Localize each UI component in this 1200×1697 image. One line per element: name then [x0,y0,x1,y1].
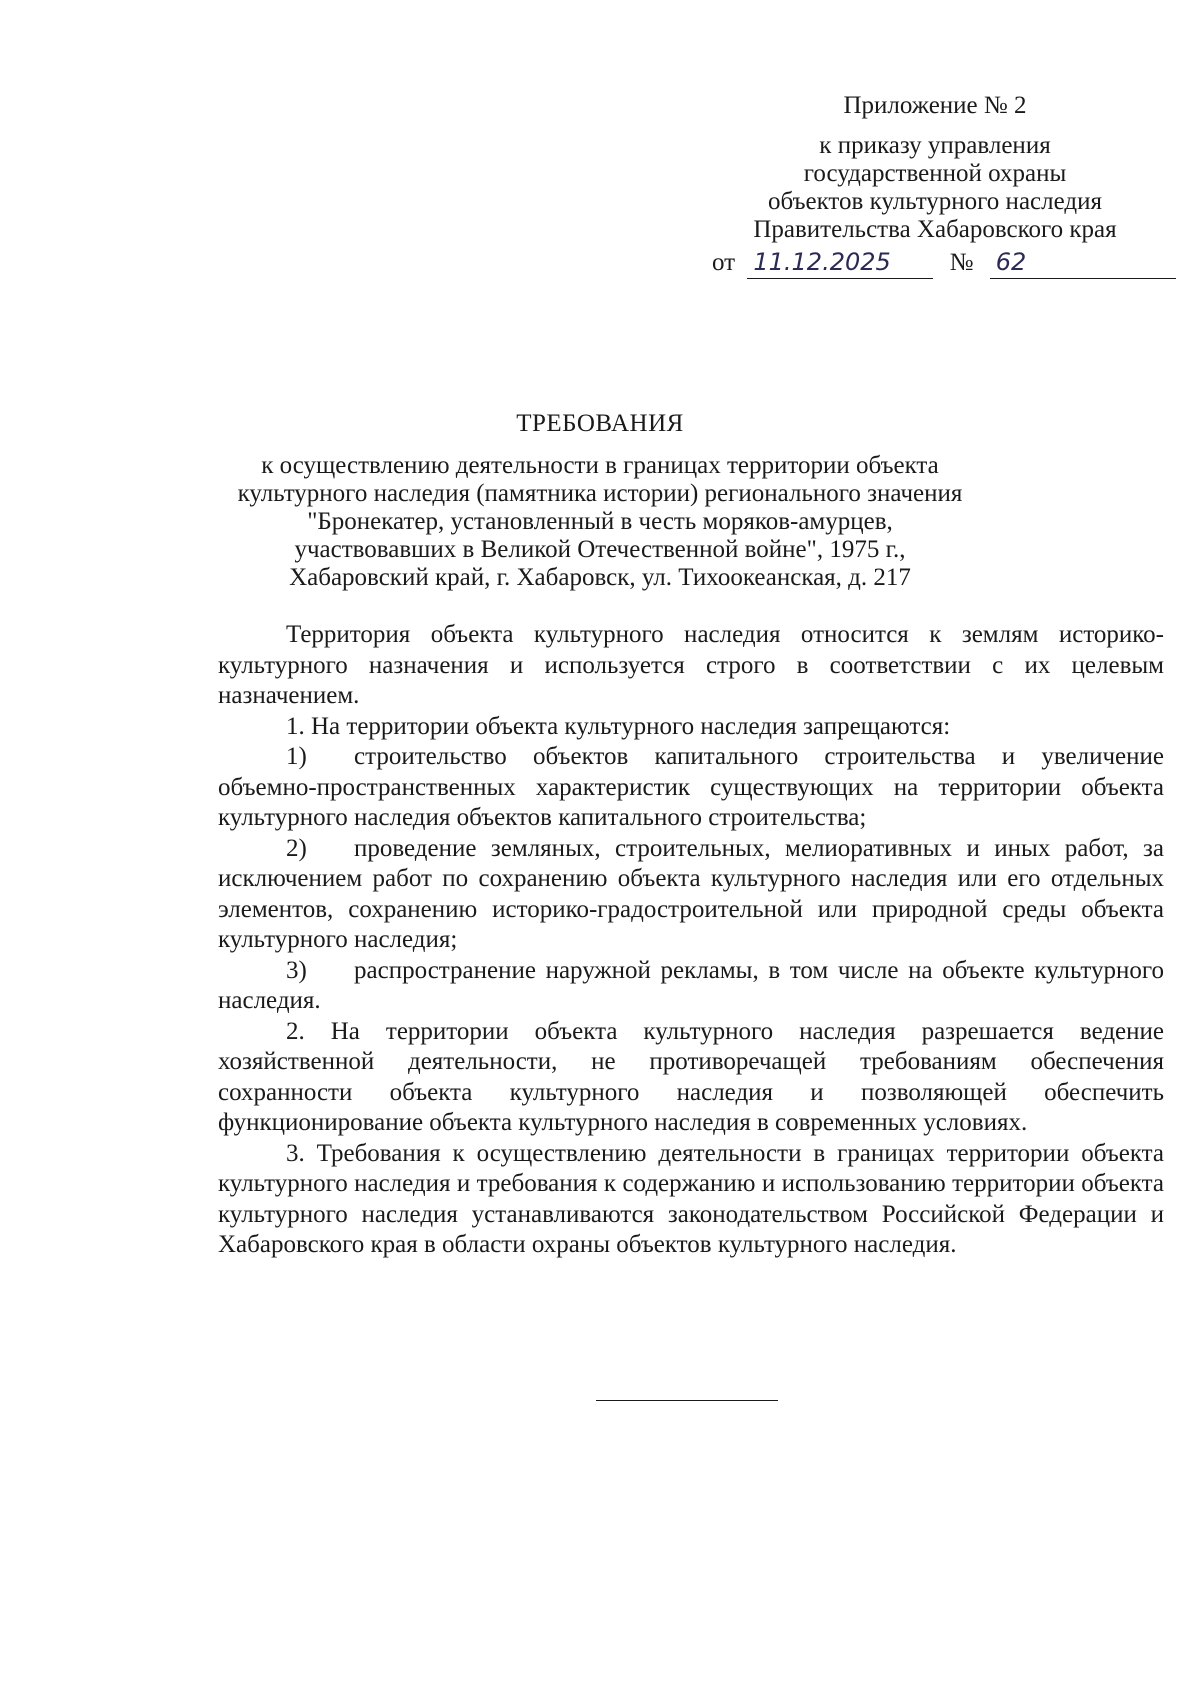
paragraph-3: 3. Требования к осуществлению деятельности в границах территории объекта культурного наследия и требования к содержанию и использованию территории объекта культурного наследия устанавливаются законодательством Российской Федерации и Хабаровского края в области охраны объектов культурного наследия. [218,1139,1164,1258]
title-line: к осуществлению деятельности в границах территории объекта [261,452,939,479]
title-line: участвовавших в Великой Отечественной войне", 1975 г., [294,536,906,563]
title-main: ТРЕБОВАНИЯ [516,410,684,437]
intro-paragraph: Территория объекта культурного наследия относится к землям историко-культурного назначения и используется строго в соответствии с их целевым назначением. [218,621,1164,709]
paragraph-2: 2. На территории объекта культурного наследия разрешается ведение хозяйственной деятельности, не противоречащей требованиям обеспечения сохранности объекта культурного наследия и позволяющей обеспечить функционирование объекта культурного наследия в современных условиях. [218,1017,1164,1136]
date-label: от [712,249,736,276]
list-marker: 1) [286,743,307,770]
title-line: культурного наследия (памятника истории) регионального значения [237,480,963,507]
list-item-text: строительство объектов капитального строительства и увеличение объемно-пространственных характеристик существующих на территории объекта культурного наследия объектов капитального строительства; [218,743,1164,831]
handwritten-number: 62 [990,248,1176,279]
order-date-number [712,248,1176,279]
list-item [218,834,1164,956]
appendix-line: государственной охраны [803,160,1067,187]
title-line: "Бронекатер, установленный в честь моряков-амурцев, [307,508,893,535]
paragraph-1: 1. На территории объекта культурного наследия запрещаются: [286,712,951,740]
document-body [218,620,1164,1261]
list-marker: 3) [286,956,307,984]
list-item-text: проведение земляных, строительных, мелиоративных и иных работ, за исключением работ по сохранению объекта культурного наследия или его отдельных элементов, сохранению историко-градостроительной или природной среды объекта культурного наследия; [218,834,1164,953]
appendix-line: Правительства Хабаровского края [753,216,1117,243]
document-title [200,410,1000,592]
appendix-header [700,92,1170,244]
appendix-line: объектов культурного наследия [768,188,1102,215]
number-label: № [949,249,974,276]
list-marker: 2) [286,834,307,862]
end-divider [596,1400,778,1401]
title-line: Хабаровский край, г. Хабаровск, ул. Тихоокеанская, д. 217 [289,564,911,591]
list-item-text: распространение наружной рекламы, в том числе на объекте культурного наследия. [218,956,1164,1014]
appendix-title: Приложение № 2 [843,92,1027,119]
list-item [218,742,1164,834]
handwritten-date: 11.12.2025 [747,248,933,279]
appendix-line: к приказу управления [819,132,1051,159]
list-item [218,956,1164,1017]
